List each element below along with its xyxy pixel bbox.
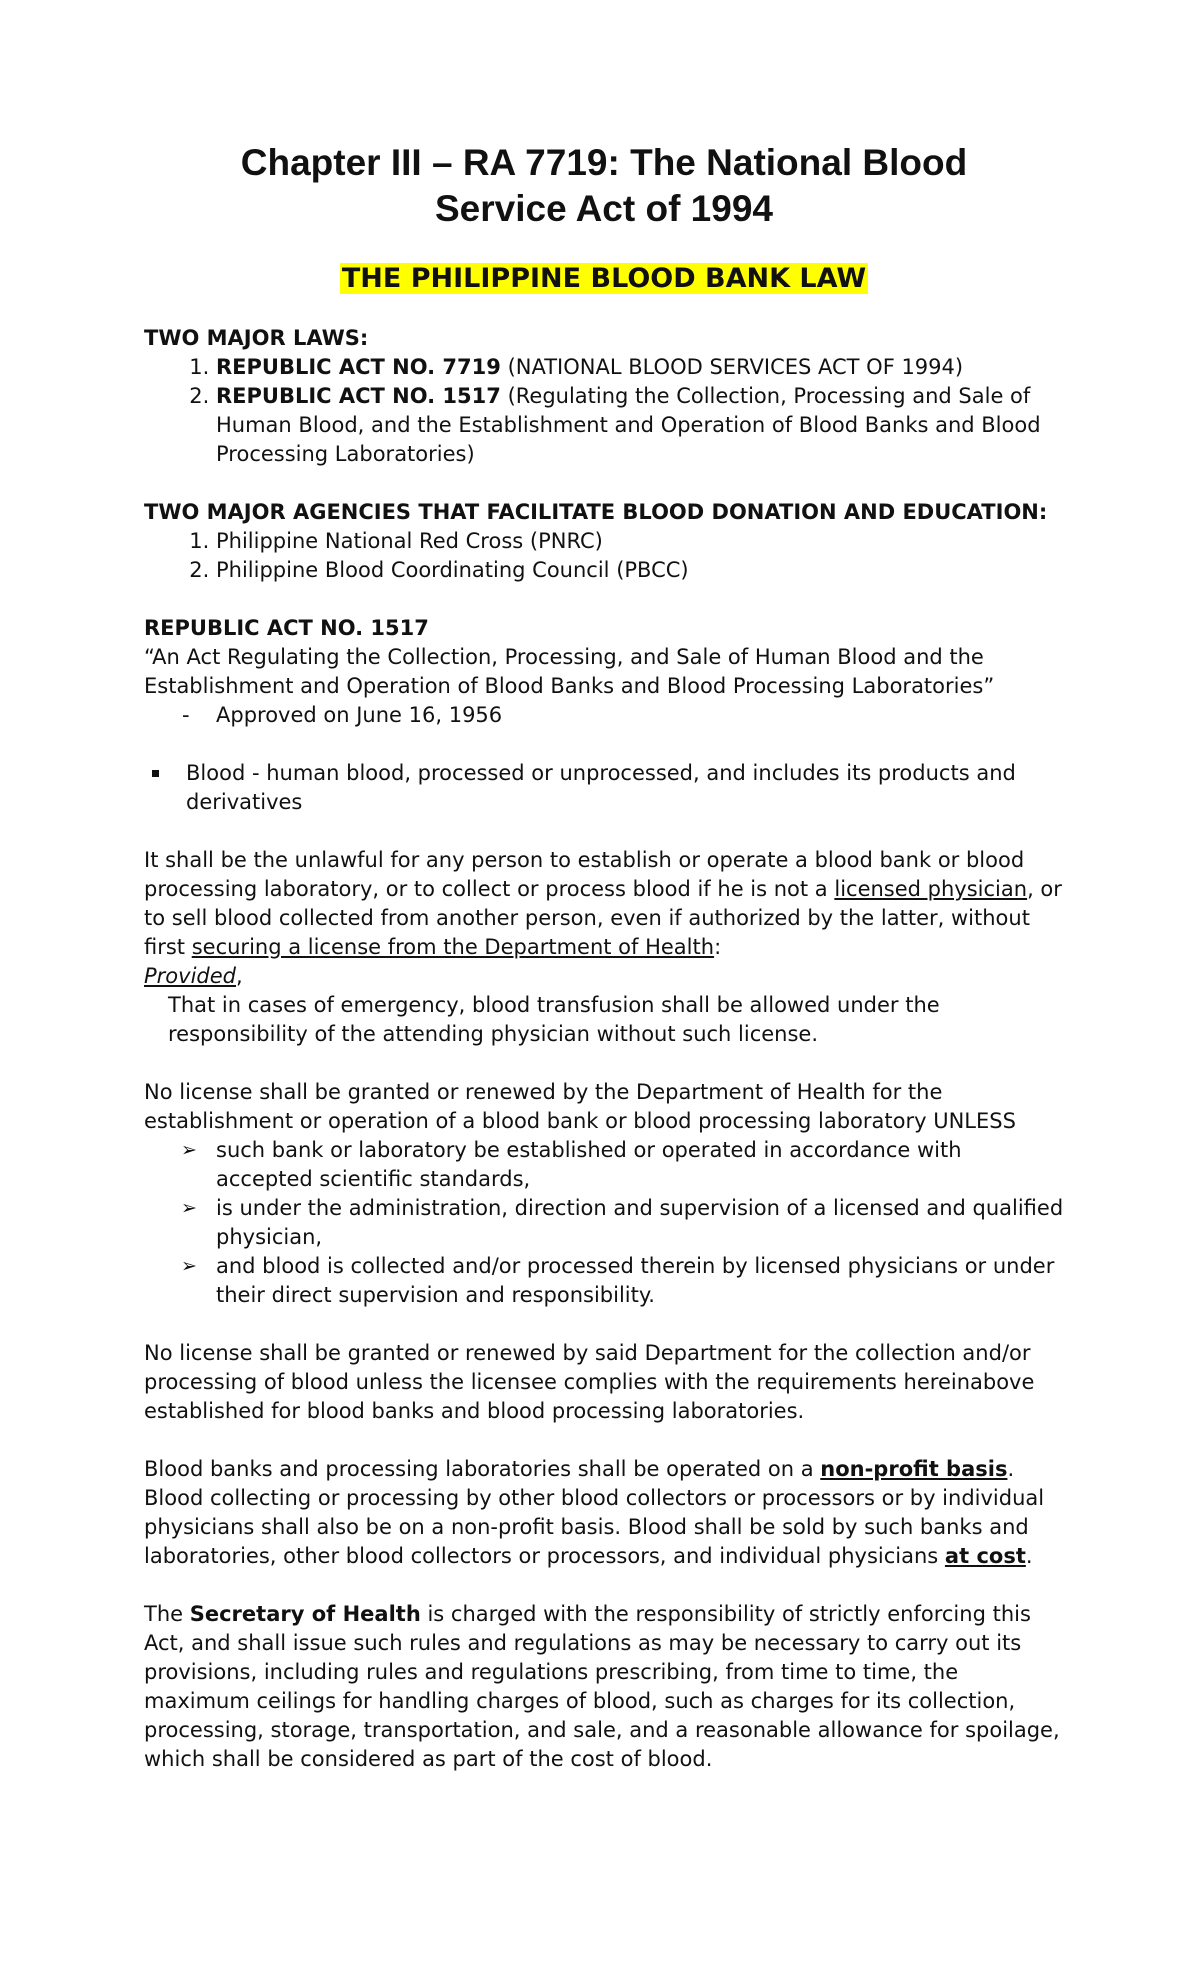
no-license-paragraph: No license shall be granted or renewed by the Department of Health for the establishment or operation of a blood bank or blood processing laboratory UNLESS <box>144 1080 1016 1133</box>
page-title <box>144 140 1064 232</box>
non-profit-paragraph <box>144 1455 1064 1571</box>
secretary-paragraph <box>144 1600 1064 1774</box>
text-run: , <box>236 964 243 988</box>
emphasis-text: non-profit basis <box>820 1457 1008 1481</box>
list-item <box>144 1136 1064 1194</box>
provided-label <box>144 962 1064 991</box>
text-run: It shall be the unlawful for any person to establish or operate a blood bank or blood processing laboratory, or to collect or process blood if he is not a <box>144 848 1025 901</box>
ra1517-heading: REPUBLIC ACT NO. 1517 <box>144 616 429 640</box>
no-license-2-section <box>144 1339 1064 1426</box>
no-license-2-paragraph: No license shall be granted or renewed by said Department for the collection and/or processing of blood unless the licensee complies with the requirements hereinabove established for blood banks and blood processing laboratories. <box>144 1341 1035 1423</box>
arrow-bullet-icon: ➢ <box>181 1255 197 1277</box>
secretary-section <box>144 1600 1064 1774</box>
major-laws-heading: TWO MAJOR LAWS: <box>144 326 369 350</box>
subtitle-block <box>144 262 1064 296</box>
law-description: (Regulating the Collection, Processing and Sale of Human Blood, and the Establishment and Operation of Blood Banks and Blood Processing Laboratories) <box>216 384 1041 466</box>
ra1517-quote: “An Act Regulating the Collection, Processing, and Sale of Human Blood and the Establishment and Operation of Blood Banks and Blood Processing Laboratories” <box>144 645 995 698</box>
agencies-section <box>144 498 1064 585</box>
title-line-1: Chapter III – RA 7719: The National Blood <box>240 142 968 183</box>
arrow-bullet-icon: ➢ <box>181 1139 197 1161</box>
approval-date: Approved on June 16, 1956 <box>216 703 503 727</box>
condition-text: and blood is collected and/or processed therein by licensed physicians or under their direct supervision and responsibility. <box>216 1254 1055 1307</box>
approval-list <box>144 701 1064 730</box>
no-license-section <box>144 1078 1064 1310</box>
text-run: : <box>714 935 722 959</box>
major-laws-list <box>144 353 1064 469</box>
agencies-heading: TWO MAJOR AGENCIES THAT FACILITATE BLOOD DONATION AND EDUCATION: <box>144 500 1048 524</box>
blood-definition: Blood - human blood, processed or unprocessed, and includes its products and derivatives <box>186 761 1016 814</box>
underlined-text: securing a license from the Department of Health <box>191 935 715 959</box>
square-bullet-icon <box>152 770 159 777</box>
list-item <box>144 759 1064 817</box>
list-item <box>216 353 1064 382</box>
list-item <box>144 1252 1064 1310</box>
unlawful-paragraph <box>144 846 1064 962</box>
condition-text: is under the administration, direction and supervision of a licensed and qualified physician, <box>216 1196 1064 1249</box>
conditions-list <box>144 1136 1064 1310</box>
dash-bullet: - <box>182 703 190 727</box>
list-item <box>144 701 1064 730</box>
emphasis-text: Secretary of Health <box>189 1602 421 1626</box>
list-item: 2. Philippine Blood Coordinating Council (PBCC) <box>216 556 1064 585</box>
arrow-bullet-icon: ➢ <box>181 1197 197 1219</box>
law-description: (NATIONAL BLOOD SERVICES ACT OF 1994) <box>500 355 964 379</box>
text-run: . <box>1025 1544 1033 1568</box>
text-run: The <box>144 1602 190 1626</box>
law-name: REPUBLIC ACT NO. 7719 <box>216 355 501 379</box>
list-item <box>216 382 1064 469</box>
non-profit-section <box>144 1455 1064 1571</box>
definition-list <box>144 759 1064 817</box>
text-run: Blood banks and processing laboratories shall be operated on a <box>144 1457 821 1481</box>
provided-text: That in cases of emergency, blood transfusion shall be allowed under the responsibility of the attending physician without such license. <box>168 993 940 1046</box>
text-run: is charged with the responsibility of strictly enforcing this Act, and shall issue such rules and regulations as may be necessary to carry out its provisions, including rules and regulations prescribing, from time to time, the maximum ceilings for handling charges of blood, such as charges for its collection, processing, storage, transportation, and sale, and a reasonable allowance for spoilage, which shall be considered as part of the cost of blood. <box>144 1602 1060 1771</box>
agencies-list <box>144 527 1064 585</box>
list-item: 1. Philippine National Red Cross (PNRC) <box>216 527 1064 556</box>
list-item <box>144 1194 1064 1252</box>
unlawful-section <box>144 846 1064 1049</box>
provided-word: Provided <box>144 964 236 988</box>
ra1517-section <box>144 614 1064 817</box>
text-run: . Blood collecting or processing by other blood collectors or processors or by individual physicians shall also be on a non-profit basis. Blood shall be sold by such banks and laboratories, other blood collectors or processors, and individual physicians <box>144 1457 1045 1568</box>
major-laws-section <box>144 324 1064 469</box>
document-page <box>144 140 1064 1803</box>
text-run: , or to sell blood collected from another person, even if authorized by the latter, without first <box>144 877 1062 959</box>
highlighted-subtitle: THE PHILIPPINE BLOOD BANK LAW <box>341 263 867 294</box>
emphasis-text: at cost <box>944 1544 1026 1568</box>
condition-text: such bank or laboratory be established or operated in accordance with accepted scientific standards, <box>216 1138 962 1191</box>
underlined-text: licensed physician <box>834 877 1028 901</box>
title-line-2: Service Act of 1994 <box>435 188 773 229</box>
law-name: REPUBLIC ACT NO. 1517 <box>216 384 501 408</box>
